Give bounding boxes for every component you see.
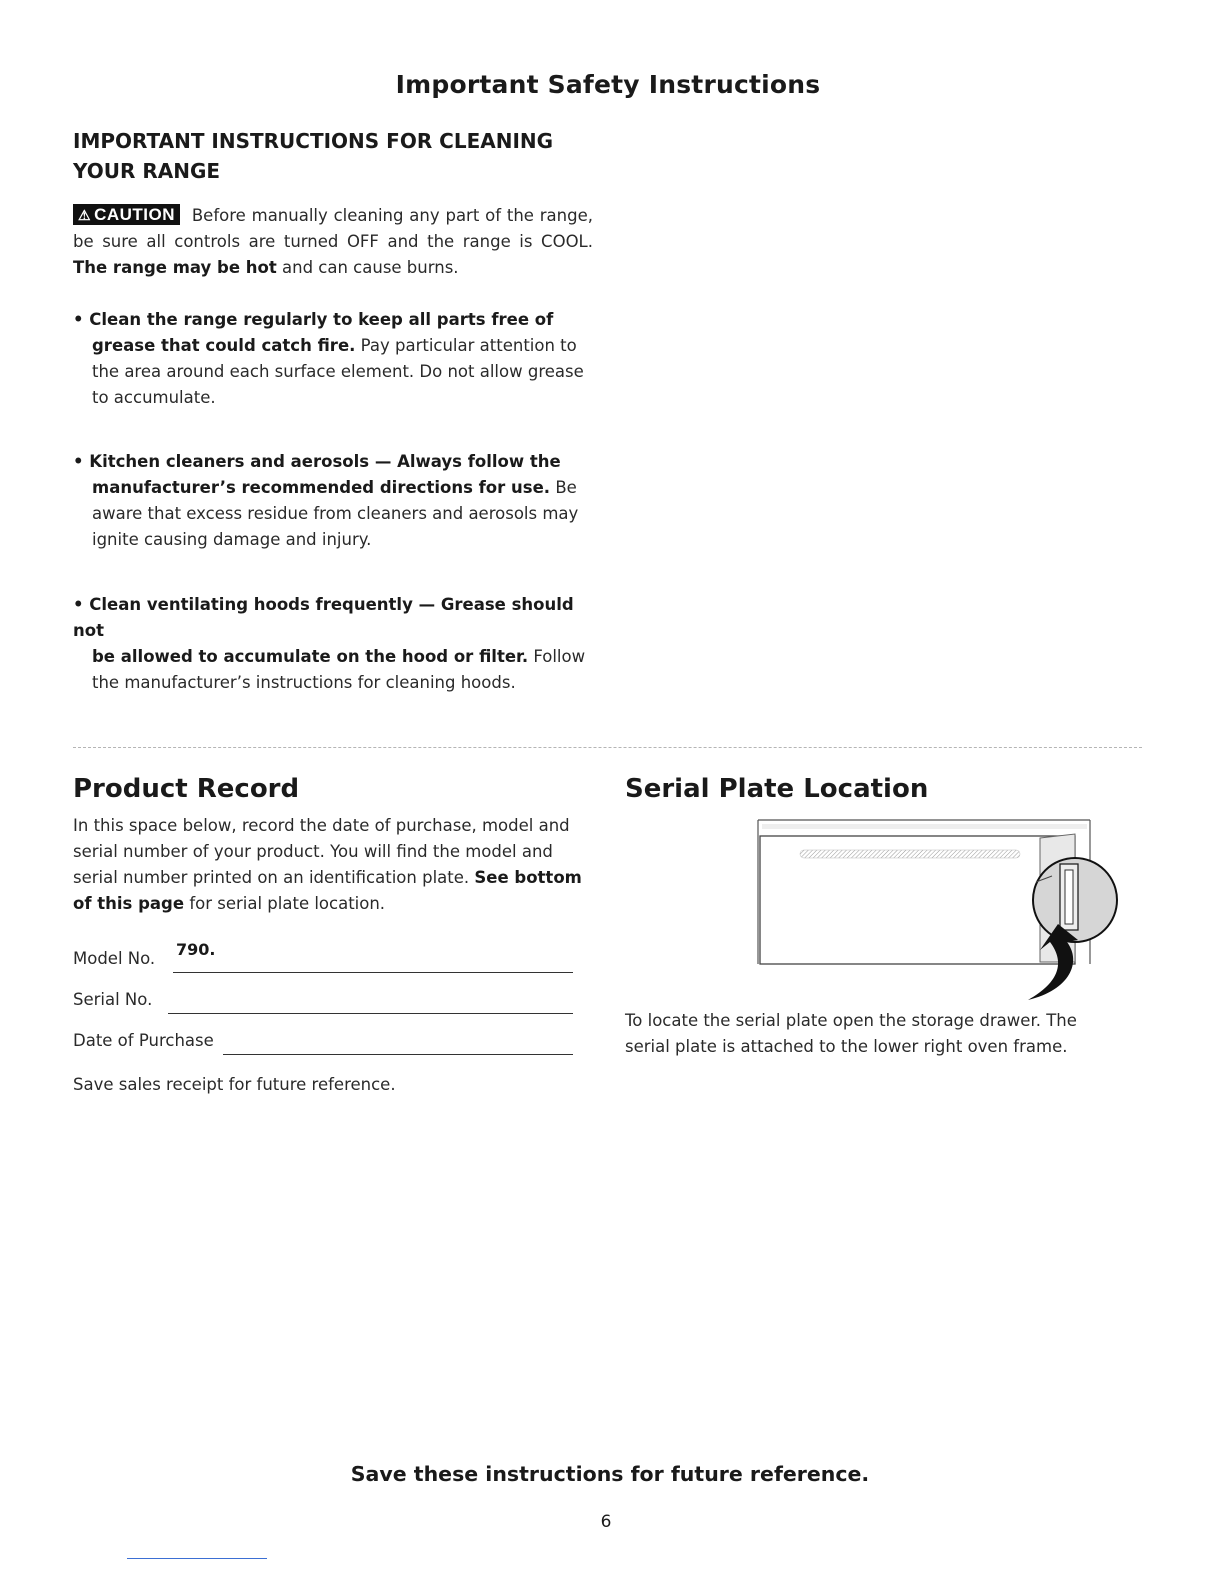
bullet-continuation [73,333,593,411]
cleaning-heading [73,126,593,186]
model-number-field[interactable] [173,972,573,973]
bullet-lead: • Clean the range regularly to keep all parts free of [73,310,554,329]
list-item [73,449,593,553]
model-number-row [73,940,573,977]
product-record-heading: Product Record [73,774,300,804]
serial-plate-text: To locate the serial plate open the storage drawer. The serial plate is attached to the lower right oven frame. [625,1011,1077,1056]
storage-drawer [760,834,1075,964]
save-receipt-note: Save sales receipt for future reference. [73,1075,396,1094]
page-number: 6 [600,1512,612,1532]
bullet-bold-line2: be allowed to accumulate on the hood or filter. [92,647,529,666]
bullet-lead: • Kitchen cleaners and aerosols — Always follow the [73,452,561,471]
cleaning-heading-line1: IMPORTANT INSTRUCTIONS FOR CLEANING [73,129,554,153]
product-record-text-2: for serial plate location. [189,894,386,913]
caution-text-1: Before manually cleaning any part of the range, be sure all controls are turned OFF and the range is COOL. [73,206,593,251]
model-number-value: 790. [176,940,216,959]
footer-note: Save these instructions for future reference. [350,1462,870,1486]
caution-paragraph [73,203,593,281]
list-item [73,592,593,696]
purchase-date-label: Date of Purchase [73,1031,214,1050]
purchase-date-row [73,1031,573,1059]
serial-number-field[interactable] [168,1013,573,1014]
product-record-text-1: In this space below, record the date of purchase, model and serial number of your product. You will find the model and serial number printed on an identification plate. [73,816,570,887]
serial-number-label: Serial No. [73,990,153,1009]
page-title: Important Safety Instructions [395,70,821,99]
magnifier-circle [1033,858,1117,942]
bullet-text: Be aware that excess residue from cleaners and aerosols may ignite causing damage and injury. [92,478,579,549]
caution-badge [73,204,180,225]
bullet-continuation [73,475,593,553]
serial-plate-heading: Serial Plate Location [625,774,929,804]
scan-edge-line [127,1558,267,1559]
bullet-bold-line1: Clean ventilating hoods frequently — Grease should not [73,595,574,640]
bullet-text: Pay particular attention to the area around each surface element. Do not allow grease to accumulate. [92,336,584,407]
model-number-label: Model No. [73,949,156,968]
warning-triangle-icon: ⚠ [78,207,92,223]
purchase-date-field[interactable] [223,1054,573,1055]
list-item [73,307,593,411]
caution-text-2: and can cause burns. [282,258,459,277]
bullet-text: Follow the manufacturer’s instructions for cleaning hoods. [92,647,586,692]
bullet-lead: • Clean ventilating hoods frequently — Grease should not [73,595,574,640]
serial-plate-diagram [740,812,1130,1012]
bullet-bold-line2: grease that could catch fire. [92,336,356,355]
bullet-continuation [73,644,593,696]
caution-bold: The range may be hot [73,258,277,277]
serial-number-row [73,990,573,1018]
bullet-bold-line1: Clean the range regularly to keep all parts free of [89,310,554,329]
bullet-bold-line1: Kitchen cleaners and aerosols — Always follow the [89,452,561,471]
product-record-paragraph [73,813,593,917]
product-record-bold: See bottom of this page [73,868,582,913]
cleaning-heading-line2: YOUR RANGE [73,159,221,183]
caution-label: CAUTION [94,205,176,224]
section-divider [73,747,1142,748]
bullet-bold-line2: manufacturer’s recommended directions for use. [92,478,551,497]
